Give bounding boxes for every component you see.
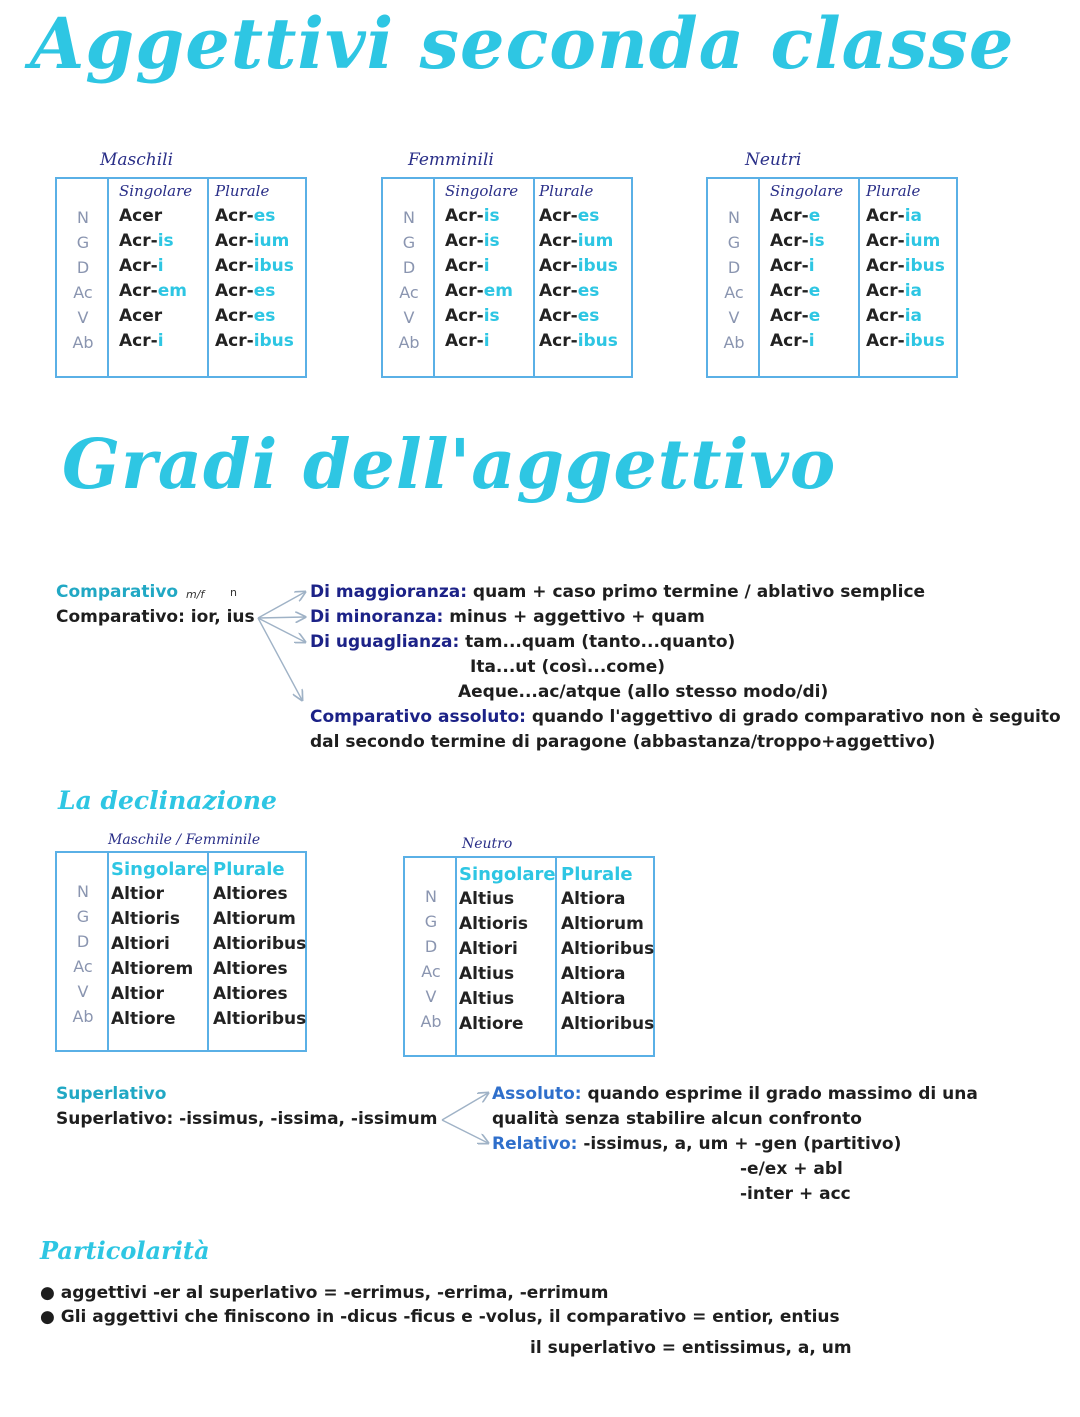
superlative-absolute: Assoluto: quando esprime il grado massimo di una <box>492 1084 978 1104</box>
plural-column: Plurale Altiores Altiorum Altioribus Altiores Altiores Altioribus <box>213 859 307 1029</box>
arrow-icon <box>258 592 305 618</box>
bullet-icon: ● <box>40 1283 55 1303</box>
plural-column: Plurale Altiora Altiorum Altioribus Altiora Altiora Altioribus <box>561 864 655 1034</box>
comparative-equality: Di uguaglianza: tam...quam (tanto...quanto) <box>310 632 736 652</box>
comparative-majority: Di maggioranza: quam + caso primo termine / ablativo semplice <box>310 582 926 602</box>
n-note: n <box>230 586 237 599</box>
comparative-absolute: Comparativo assoluto: quando l'aggettivo di grado comparativo non è seguito <box>310 707 1061 727</box>
singular-column: Singolare Acer Acr-is Acr-i Acr-em Acer Acr-i <box>119 182 193 351</box>
singular-column: Singolare Altior Altioris Altiori Altiorem Altior Altiore <box>111 859 208 1029</box>
superlative-label: Superlativo <box>56 1084 167 1104</box>
arrow-icon <box>442 1120 488 1143</box>
table-gender-label: Femminili <box>408 150 494 170</box>
table-gender-label: Neutro <box>462 836 513 852</box>
main-title: Aggettivi seconda classe <box>30 2 1015 85</box>
comparative-label: Comparativo <box>56 582 179 602</box>
superlative-relative: Relativo: -issimus, a, um + -gen (partitivo) <box>492 1134 902 1154</box>
comparative-endings: Comparativo: ior, ius <box>56 607 255 627</box>
table-gender-label: Maschili <box>100 150 174 170</box>
arrow-icon <box>258 617 305 618</box>
case-column: N G D Ac V Ab <box>398 208 420 352</box>
comparative-minority: Di minoranza: minus + aggettivo + quam <box>310 607 705 627</box>
equality-aeque: Aeque...ac/atque (allo stesso modo/di) <box>458 682 829 702</box>
arrow-icon <box>442 1093 488 1120</box>
superlative-absolute-cont: qualità senza stabilire alcun confronto <box>492 1109 862 1129</box>
declension-heading: La declinazione <box>58 786 277 815</box>
particularity-item: ● Gli aggettivi che finiscono in -dicus -ficus e -volus, il comparativo = entior, entius <box>40 1307 840 1327</box>
grades-title: Gradi dell'aggettivo <box>62 425 837 505</box>
plural-column: Plurale Acr-ia Acr-ium Acr-ibus Acr-ia Acr-ia Acr-ibus <box>866 182 945 351</box>
relative-e-ex: -e/ex + abl <box>740 1159 843 1179</box>
case-column: N G D Ac V Ab <box>723 208 745 352</box>
particularity-extra: il superlativo = entissimus, a, um <box>530 1338 852 1358</box>
particularity-item: ● aggettivi -er al superlativo = -errimus, -errima, -errimum <box>40 1283 609 1303</box>
mf-note: m/f <box>186 588 205 601</box>
case-column: N G D Ac V Ab <box>72 208 94 352</box>
case-column: N G D Ac V Ab <box>420 887 442 1031</box>
table-gender-label: Neutri <box>745 150 802 170</box>
plural-column: Plurale Acr-es Acr-ium Acr-ibus Acr-es Acr-es Acr-ibus <box>539 182 618 351</box>
superlative-endings: Superlativo: -issimus, -issima, -issimum <box>56 1109 438 1129</box>
table-gender-label: Maschile / Femminile <box>108 832 261 848</box>
comparative-absolute-cont: dal secondo termine di paragone (abbastanza/troppo+aggettivo) <box>310 732 936 752</box>
singular-column: Singolare Acr-is Acr-is Acr-i Acr-em Acr-is Acr-i <box>445 182 519 351</box>
relative-inter: -inter + acc <box>740 1184 851 1204</box>
case-column: N G D Ac V Ab <box>72 882 94 1026</box>
plural-column: Plurale Acr-es Acr-ium Acr-ibus Acr-es Acr-es Acr-ibus <box>215 182 294 351</box>
bullet-icon: ● <box>40 1307 55 1327</box>
equality-ita-ut: Ita...ut (così...come) <box>470 657 666 677</box>
singular-column: Singolare Acr-e Acr-is Acr-i Acr-e Acr-e Acr-i <box>770 182 844 351</box>
particularities-heading: Particolarità <box>40 1236 210 1265</box>
singular-column: Singolare Altius Altioris Altiori Altius Altius Altiore <box>459 864 556 1034</box>
arrow-icon <box>258 618 302 700</box>
